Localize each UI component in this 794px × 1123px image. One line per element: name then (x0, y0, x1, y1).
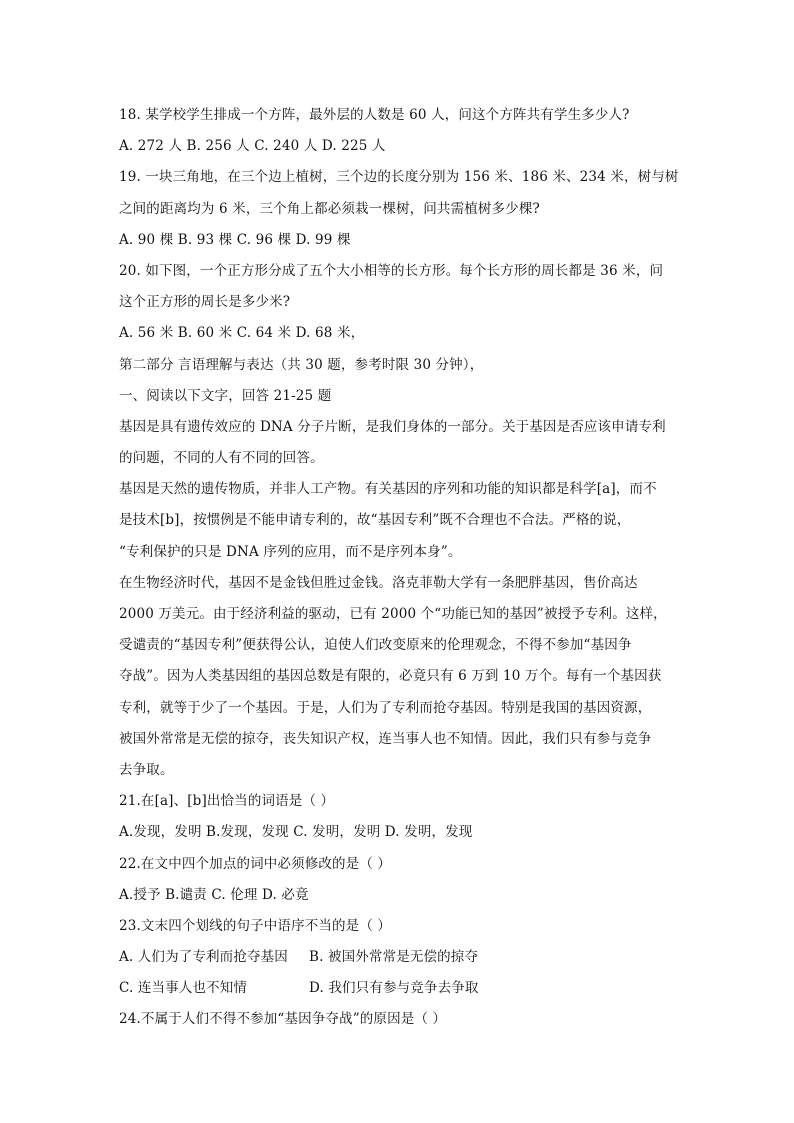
question-24-stem: 24.不属于人们不得不参加“基因争夺战”的原因是（ ） (119, 1011, 447, 1028)
question-23-option-b: B. 被国外常常是无偿的掠夺 (309, 949, 479, 966)
passage-p1-line2: 的问题，不同的人有不同的回答。 (119, 450, 324, 467)
passage-p2-line1: 基因是天然的遗传物质，并非人工产物。有关基因的序列和功能的知识都是科学[a]，而不 (119, 481, 657, 498)
passage-p3-line6: 被国外常常是无偿的掠夺，丧失知识产权，连当事人也不知情。因此，我们只有参与竞争 (119, 730, 652, 747)
passage-p3-line4: 夺战”。因为人类基因组的基因总数是有限的，必竟只有 6 万到 10 万个。每有一个基因获 (119, 668, 662, 685)
question-21-options: A.发现，发明 B.发现，发现 C. 发明，发明 D. 发明，发现 (119, 824, 473, 841)
part2-heading: 第二部分 言语理解与表达（共 30 题，参考时限 30 分钟）， (119, 356, 484, 373)
question-23-option-a: A. 人们为了专利而抢夺基因 (119, 949, 288, 966)
question-21-stem: 21.在[a]、[b]出恰当的词语是（ ） (119, 793, 335, 810)
passage-p2-line3: “专利保护的只是 DNA 序列的应用，而不是序列本身”。 (119, 543, 462, 560)
passage-p3-line5: 专利，就等于少了一个基因。于是，人们为了专利而抢夺基因。特别是我国的基因资源， (119, 699, 652, 716)
question-20-stem-line1: 20. 如下图，一个正方形分成了五个大小相等的长方形。每个长方形的周长都是 36 米，问 (119, 262, 664, 279)
page-content (119, 100, 679, 1036)
passage-p2-line2: 是技术[b]，按惯例是不能申请专利的，故“基因专利”既不合理也不合法。严格的说， (119, 512, 631, 529)
question-22-stem: 22.在文中四个加点的词中必须修改的是（ ） (119, 855, 392, 872)
question-23-option-d: D. 我们只有参与竞争去争取 (309, 980, 479, 997)
question-20-options: A. 56 米 B. 60 米 C. 64 米 D. 68 米， (119, 325, 365, 342)
section-heading: 一、阅读以下文字，回答 21-25 题 (119, 387, 332, 404)
passage-p1-line1: 基因是具有遗传效应的 DNA 分子片断，是我们身体的一部分。关于基因是否应该申请专利 (119, 418, 666, 435)
passage-p3-line2: 2000 万美元。由于经济利益的驱动，已有 2000 个“功能已知的基因”被授予专利。这样， (119, 606, 667, 622)
question-23-stem: 23.文末四个划线的句子中语序不当的是（ ） (119, 917, 392, 934)
question-23-options-row1 (119, 942, 679, 973)
question-19-stem-line1: 19. 一块三角地，在三个边上植树，三个边的长度分别为 156 米、186 米、234 米，树与树 (119, 169, 679, 186)
question-19-options: A. 90 棵 B. 93 棵 C. 96 棵 D. 99 棵 (119, 231, 351, 248)
question-23-options-row2 (119, 973, 679, 1004)
question-18-options: A. 272 人 B. 256 人 C. 240 人 D. 225 人 (119, 138, 386, 155)
question-23-option-c: C. 连当事人也不知情 (119, 980, 248, 997)
question-22-options: A.授予 B.谴责 C. 伦理 D. 必竟 (119, 886, 309, 903)
question-19-stem-line2: 之间的距离均为 6 米，三个角上都必须栽一棵树，问共需植树多少棵? (119, 200, 540, 217)
passage-p3-line3: 受谴责的“基因专利”便获得公认，迫使人们改变原来的伦理观念，不得不参加“基因争 (119, 637, 632, 654)
question-18-stem: 18. 某学校学生排成一个方阵，最外层的人数是 60 人，问这个方阵共有学生多少人? (119, 107, 630, 123)
passage-p3-line1: 在生物经济时代，基因不是金钱但胜过金钱。洛克菲勒大学有一条肥胖基因，售价高达 (119, 574, 638, 591)
passage-p3-line7: 去争取。 (119, 761, 174, 778)
question-20-stem-line2: 这个正方形的周长是多少米? (119, 294, 291, 311)
